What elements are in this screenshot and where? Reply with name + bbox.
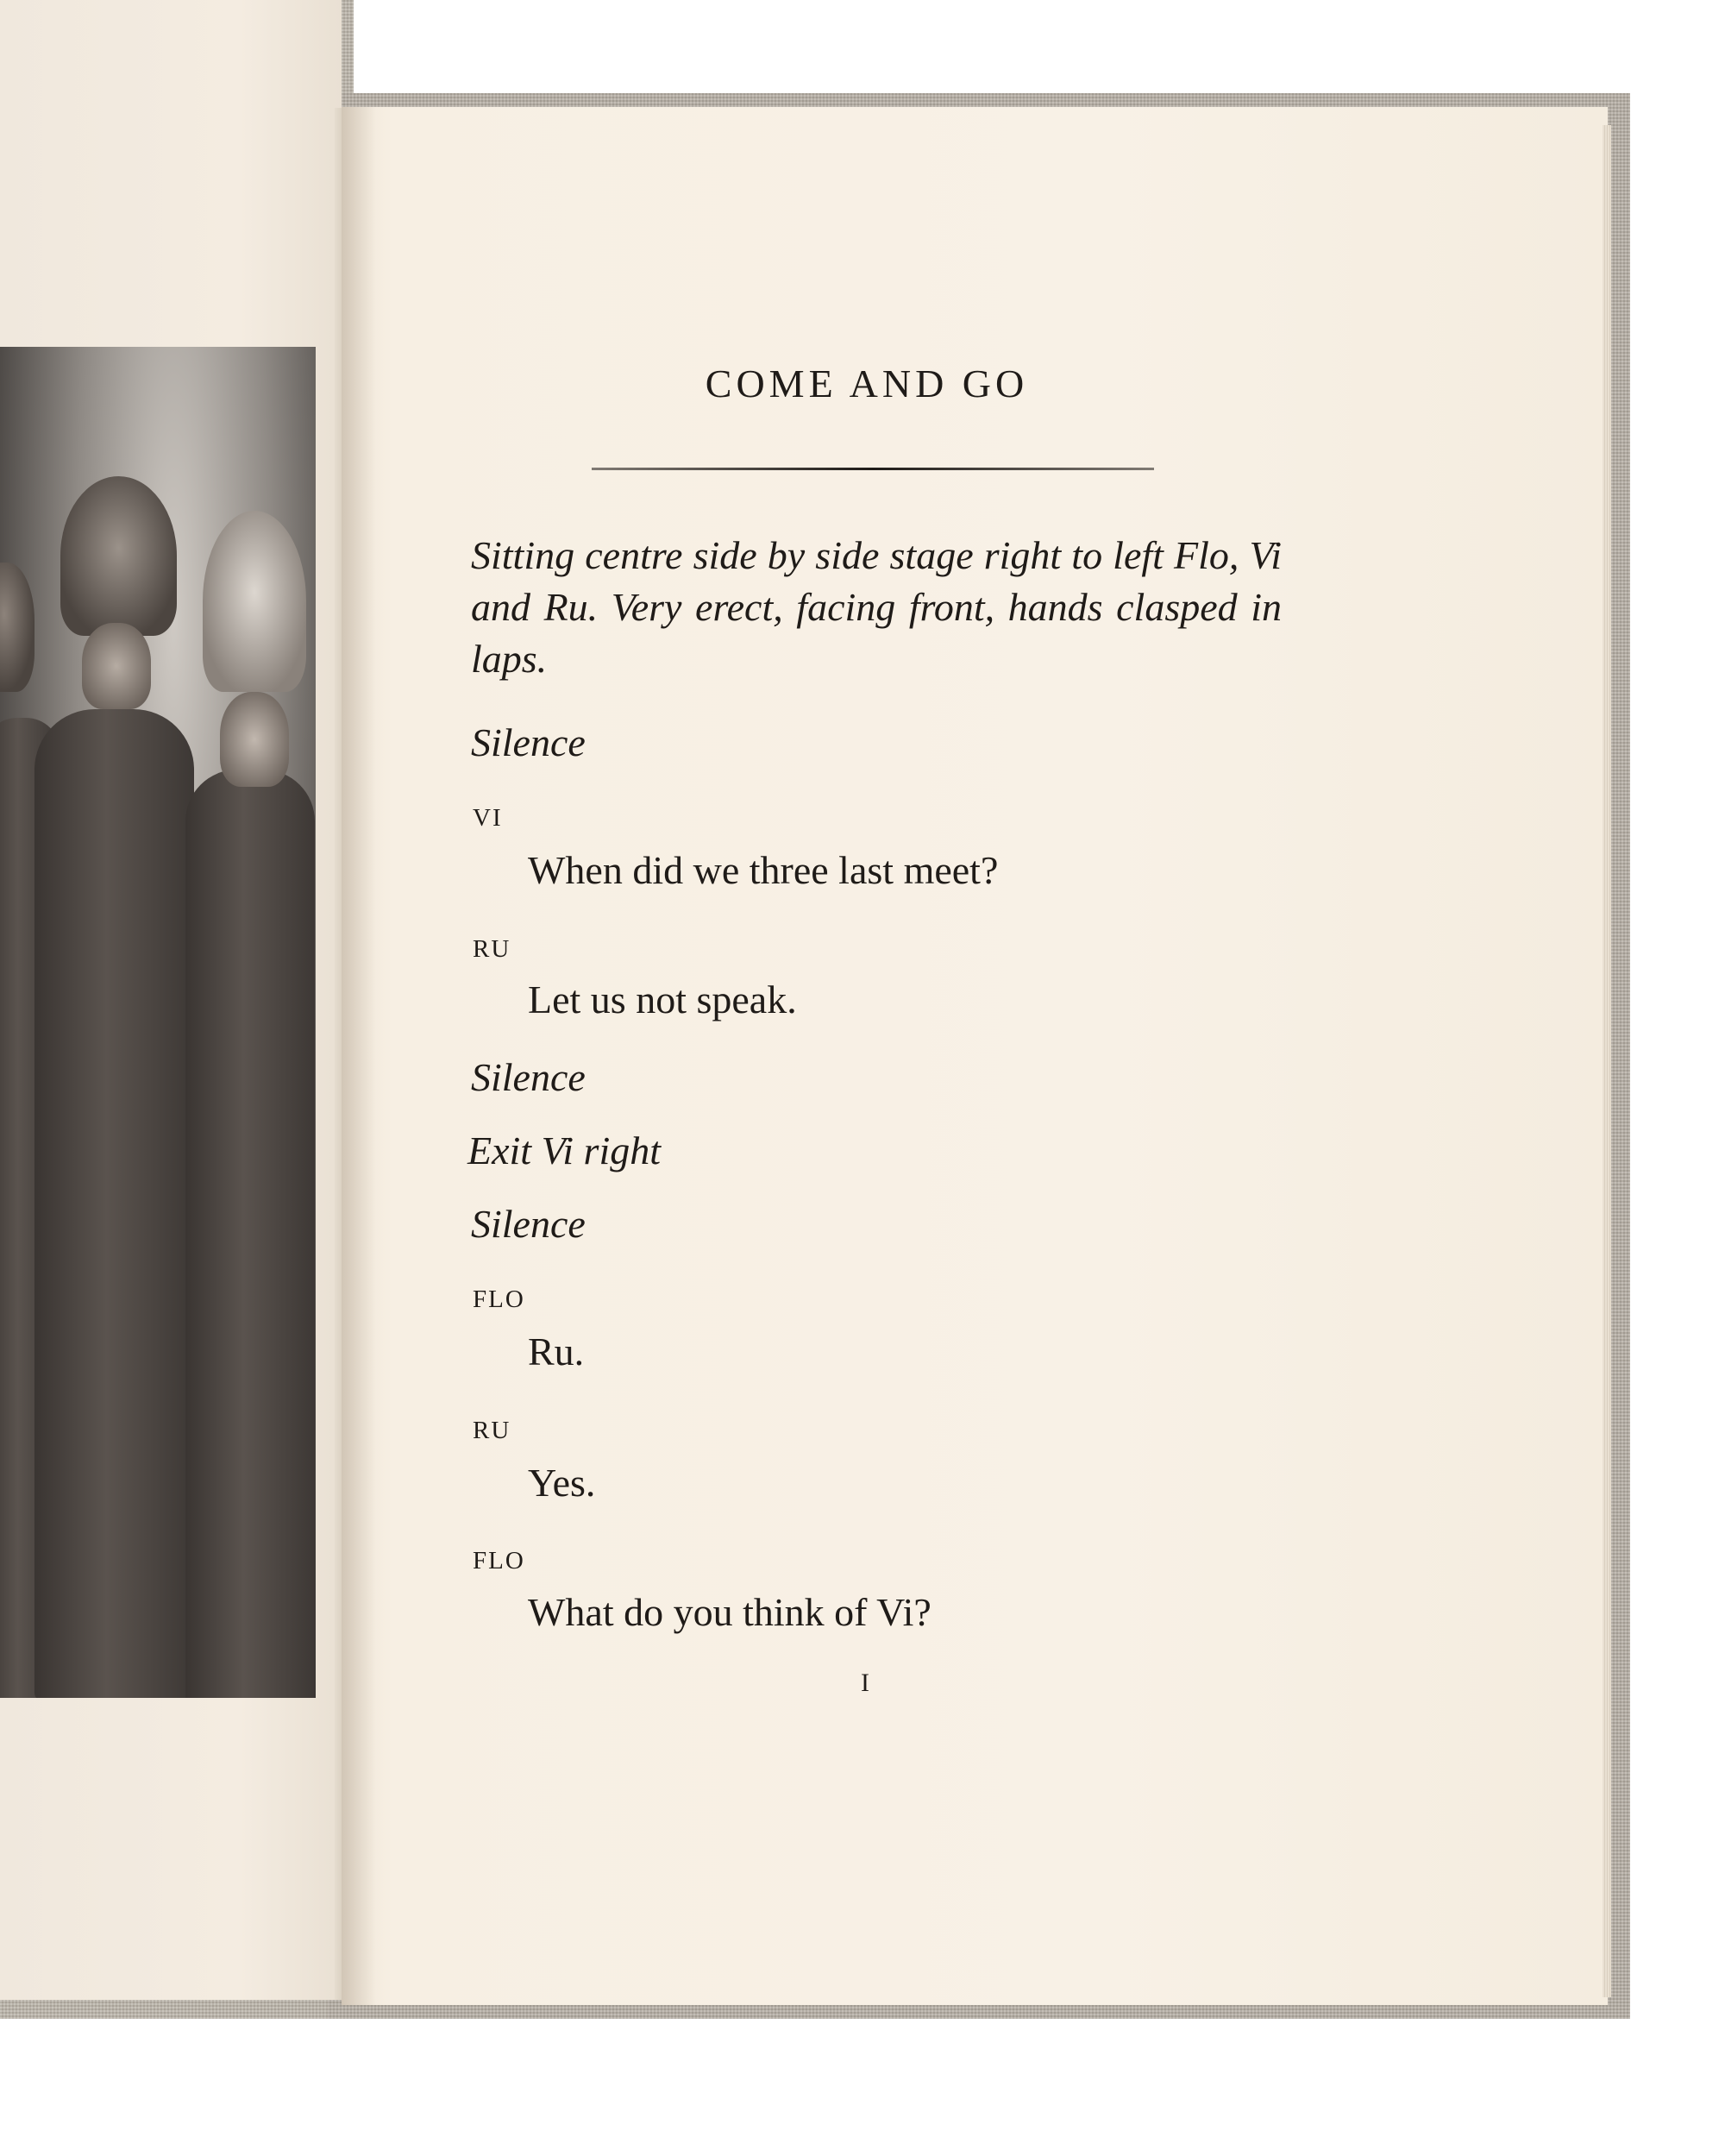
photo-figure-right-face	[220, 692, 289, 787]
dialogue-line: When did we three last meet?	[528, 848, 999, 892]
opening-stage-direction: Sitting centre side by side stage right to left Flo, Vi and Ru. Very erect, facing front, hands clasped in laps.	[471, 533, 1282, 681]
photo-figure-right-hat	[203, 511, 306, 692]
dialogue-line: Let us not speak.	[528, 977, 797, 1021]
stage-direction: Exit Vi right	[467, 1128, 662, 1172]
stage-direction: Silence	[471, 720, 586, 764]
speaker-name: VI	[473, 804, 503, 832]
photograph-three-women-in-hats	[0, 347, 316, 1698]
photo-figure-middle-hat	[60, 476, 177, 636]
dialogue-line: Yes.	[528, 1461, 596, 1505]
speaker-name: FLO	[473, 1285, 525, 1313]
photo-figure-left-hat	[0, 563, 34, 692]
photo-figure-middle-face	[82, 623, 151, 709]
photo-figure-right	[185, 770, 315, 1698]
play-title: COME AND GO	[705, 361, 1029, 405]
photo-figure-middle	[34, 709, 194, 1698]
stage-direction: Silence	[471, 1055, 586, 1099]
speaker-name: RU	[473, 935, 511, 963]
speaker-name: RU	[473, 1417, 511, 1444]
dialogue-line: Ru.	[528, 1329, 585, 1373]
title-rule	[592, 468, 1154, 470]
page-number: I	[861, 1669, 869, 1697]
speaker-name: FLO	[473, 1547, 525, 1575]
stage-direction: Silence	[471, 1202, 586, 1246]
dialogue-line: What do you think of Vi?	[528, 1590, 932, 1634]
